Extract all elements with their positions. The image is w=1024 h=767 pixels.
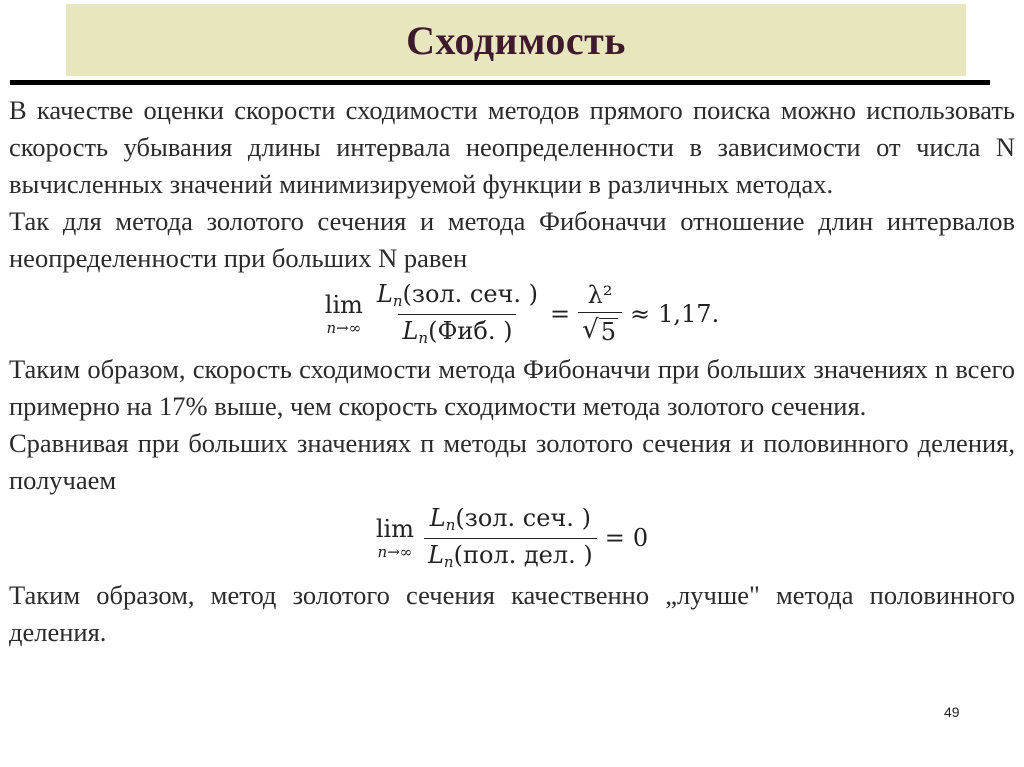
limit-operator — [324, 290, 363, 337]
denominator-variable: L — [427, 540, 444, 569]
numerator-subscript: n — [392, 292, 403, 311]
lambda-fraction — [578, 282, 622, 346]
denominator-variable: L — [402, 316, 419, 345]
numerator-argument: (зол. сеч. ) — [402, 280, 539, 309]
title-bar — [66, 4, 966, 76]
formula-result: 1,17. — [658, 299, 720, 328]
ratio-fraction — [373, 281, 542, 347]
ratio-fraction — [424, 505, 597, 571]
lim-word: lim — [324, 290, 363, 319]
denominator-argument: (Фиб. ) — [428, 316, 513, 345]
approx-sign: ≈ — [630, 299, 651, 328]
lim-subscript: n→∞ — [377, 542, 413, 561]
numerator-variable: L — [376, 280, 393, 309]
lambda-numerator: λ² — [587, 280, 613, 309]
paragraph-1: В качестве оценки скорости сходимости методов прямого поиска можно использовать скорость убывания длины интервала неопределенности в зависимости от числа N вычисленных значений минимизируемой функции в различных методах. — [9, 95, 1015, 199]
radical-sign: √ — [582, 315, 599, 346]
slide-body — [9, 92, 1015, 651]
lim-word: lim — [375, 514, 414, 543]
lambda-denominator — [578, 312, 622, 346]
denominator-subscript: n — [418, 328, 429, 347]
numerator-variable: L — [429, 504, 446, 533]
denominator-argument: (пол. дел. ) — [453, 540, 593, 569]
title-underline — [10, 80, 990, 85]
page-number: 49 — [944, 704, 960, 720]
formula-golden-vs-fibonacci — [29, 277, 1015, 351]
radicand: 5 — [600, 317, 617, 346]
paragraph-3: Таким образом, скорость сходимости метода Фибоначчи при больших значениях n всего примерно на 17% выше, чем скорость сходимости метода золотого сечения. — [9, 354, 1015, 421]
ratio-denominator — [398, 314, 516, 347]
ratio-denominator — [424, 538, 597, 571]
equals-sign: = — [550, 299, 571, 328]
lim-subscript: n→∞ — [326, 318, 362, 337]
ratio-numerator — [373, 281, 542, 313]
paragraph-2: Так для метода золотого сечения и метода Фибоначчи отношение длин интервалов неопределенности при больших N равен — [9, 206, 1015, 273]
formula-golden-vs-bisection — [9, 499, 1015, 577]
ratio-numerator — [426, 505, 595, 537]
equals-sign: = — [604, 523, 625, 552]
numerator-subscript: n — [445, 516, 456, 535]
paragraph-4: Сравнивая при больших значениях п методы золотого сечения и половинного деления, получаем — [9, 428, 1015, 495]
formula-result: 0 — [632, 523, 649, 552]
limit-operator — [375, 514, 414, 561]
square-root — [582, 316, 618, 346]
paragraph-5: Таким образом, метод золотого сечения качественно „лучше" метода половинного деления. — [9, 580, 1015, 647]
numerator-argument: (зол. сеч. ) — [455, 504, 591, 533]
slide-title: Сходимость — [406, 17, 626, 63]
denominator-subscript: n — [443, 552, 454, 571]
